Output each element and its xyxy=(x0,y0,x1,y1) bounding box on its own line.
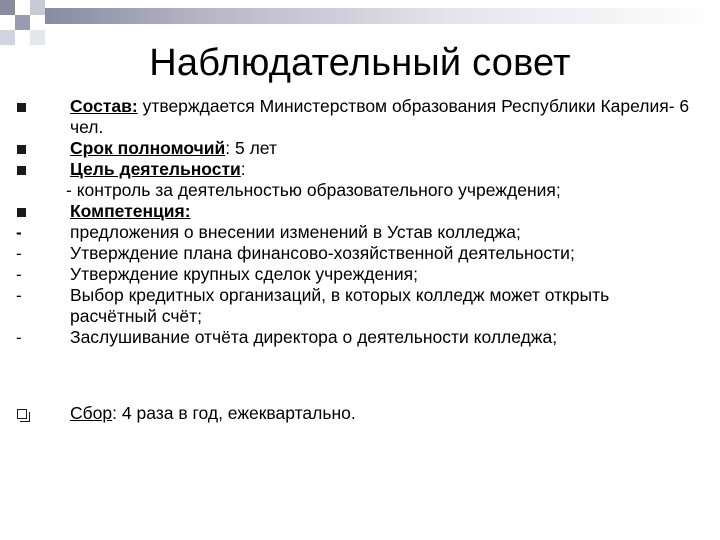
list-subitem xyxy=(0,180,720,201)
item-text: Утверждение крупных сделок учреждения; xyxy=(70,264,418,284)
item-text: Выбор кредитных организаций, в которых колледж может открыть расчётный счёт; xyxy=(70,285,610,326)
list-item xyxy=(0,201,720,222)
dash-bullet-icon xyxy=(14,243,34,264)
dash-bullet-icon xyxy=(14,285,34,306)
square-bullet-icon xyxy=(14,138,34,159)
item-text: : 5 лет xyxy=(225,138,277,158)
item-text: : xyxy=(240,159,246,179)
item-text: Утверждение плана финансово-хозяйственной деятельности; xyxy=(70,243,575,263)
list-item xyxy=(0,403,720,424)
item-key: Срок полномочий xyxy=(70,138,226,158)
slide-content xyxy=(0,96,720,424)
slide-title: Наблюдательный совет xyxy=(149,42,571,84)
list-item xyxy=(0,222,720,243)
subitem-text: - контроль за деятельностью образовательного учреждения; xyxy=(66,180,561,200)
spacer xyxy=(0,348,720,403)
list-item xyxy=(0,264,720,285)
item-key: Сбор xyxy=(70,403,113,423)
list-item xyxy=(0,285,720,327)
dash-bullet-icon xyxy=(14,264,34,285)
item-text: предложения о внесении изменений в Устав колледжа; xyxy=(70,222,521,242)
item-key: Компетенция: xyxy=(70,201,191,221)
list-item xyxy=(0,138,720,159)
item-key: Цель деятельности xyxy=(70,159,241,179)
item-text: : 4 раза в год, ежеквартально. xyxy=(112,403,356,423)
square-bullet-icon xyxy=(14,159,34,180)
list-item xyxy=(0,96,720,138)
dash-bullet-icon xyxy=(14,222,34,243)
item-text: Заслушивание отчёта директора о деятельности колледжа; xyxy=(70,327,558,347)
square-bullet-icon xyxy=(14,201,34,222)
dash-bullet-icon xyxy=(14,327,34,348)
square-bullet-icon xyxy=(14,96,34,117)
item-key: Состав: xyxy=(70,96,138,116)
header-gradient-bar xyxy=(45,8,720,24)
hollow-square-bullet-icon xyxy=(14,403,34,424)
list-item xyxy=(0,159,720,180)
item-text: утверждается Министерством образования Республики Карелия- 6 чел. xyxy=(70,96,690,137)
list-item xyxy=(0,327,720,348)
list-item xyxy=(0,243,720,264)
